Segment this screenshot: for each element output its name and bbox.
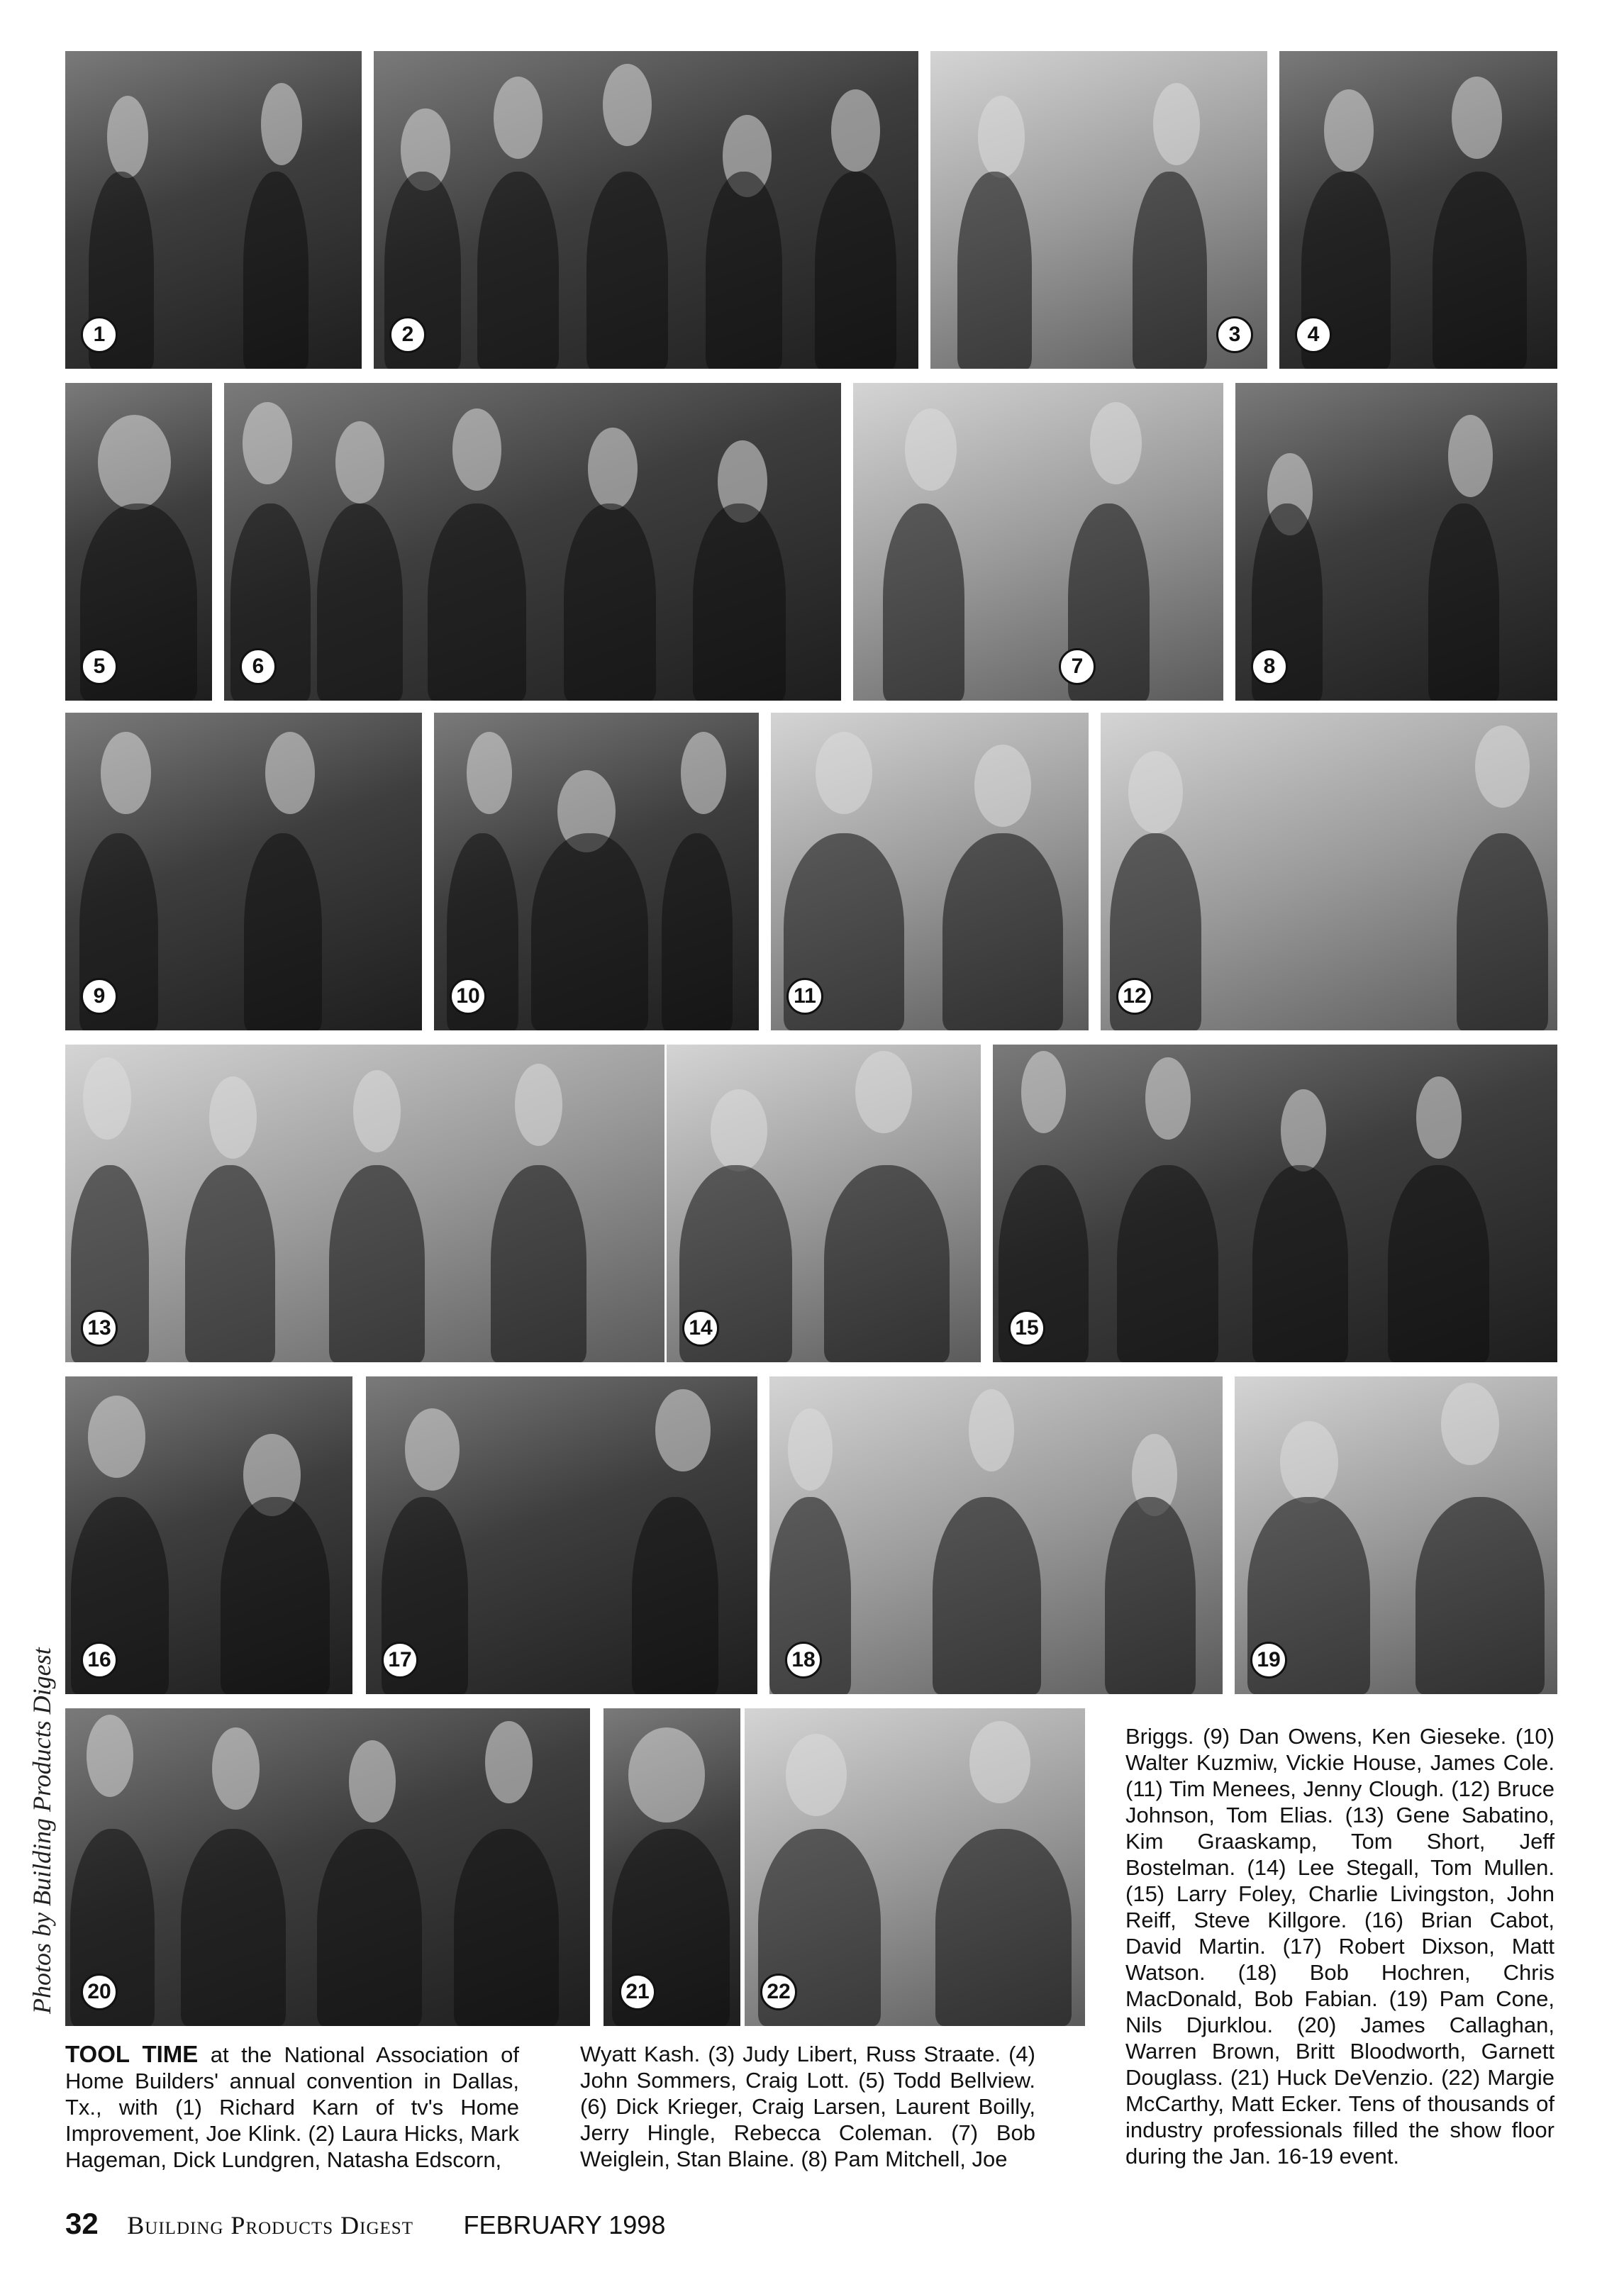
photo-number: 10: [450, 978, 486, 1015]
photo-number: 19: [1250, 1642, 1287, 1679]
photo-10: [434, 713, 759, 1030]
photo-number: 6: [240, 648, 277, 685]
page-number: 32: [65, 2207, 99, 2240]
photo-5: [65, 383, 212, 701]
photo-2: [374, 51, 918, 369]
photo-number: 11: [786, 978, 823, 1015]
photo-number: 8: [1251, 648, 1288, 685]
photo-22: [745, 1708, 1085, 2026]
photo-number: 1: [81, 316, 118, 353]
photo-number: 13: [81, 1310, 118, 1347]
photo-number: 9: [81, 978, 118, 1015]
photo-13: [65, 1045, 664, 1362]
photo-number: 18: [785, 1642, 822, 1679]
photo-number: 7: [1059, 648, 1096, 685]
photo-number: 5: [81, 648, 118, 685]
photo-number: 12: [1116, 978, 1153, 1015]
photo-6: [224, 383, 841, 701]
photo-number: 20: [81, 1974, 118, 2010]
photo-credit: Photos by Building Products Digest: [28, 1647, 56, 2014]
page-footer: [65, 2207, 665, 2241]
photo-number: 2: [389, 316, 426, 353]
photo-number: 4: [1295, 316, 1332, 353]
photo-number: 14: [682, 1310, 719, 1347]
photo-8: [1235, 383, 1557, 701]
photo-12: [1101, 713, 1557, 1030]
caption-text-3: Briggs. (9) Dan Owens, Ken Gieseke. (10) Walter Kuzmiw, Vickie House, James Cole. (11) Tim Menees, Jenny Clough. (12) Bruce Johnson, Tom Elias. (13) Gene Sabatino, Kim Graaskamp, Tom Short, Jeff Bostelman. (14) Lee Stegall, Tom Mullen. (15) Larry Foley, Charlie Livingston, John Reiff, Steve Killgore. (16) Brian Cabot, David Martin. (17) Robert Dixson, Matt Watson. (18) Bob Hochren, Chris MacDonald, Bob Fabian. (19) Pam Cone, Nils Djurklou. (20) James Callaghan, Warren Brown, Britt Bloodworth, Garnett Douglass. (21) Huck DeVenzio. (22) Margie McCarthy, Matt Ecker. Tens of thousands of industry professionals filled the show floor during the Jan. 16-19 event.: [1125, 1724, 1555, 2169]
photo-16: [65, 1376, 352, 1694]
issue-date: FEBRUARY 1998: [463, 2210, 666, 2239]
photo-15: [993, 1045, 1557, 1362]
photo-4: [1279, 51, 1557, 369]
caption-column-1: [65, 2041, 519, 2173]
photo-14: [667, 1045, 981, 1362]
photo-9: [65, 713, 422, 1030]
photo-17: [366, 1376, 757, 1694]
photo-21: [604, 1708, 740, 2026]
photo-number: 15: [1008, 1310, 1045, 1347]
photo-number: 16: [81, 1642, 118, 1679]
photo-number: 3: [1216, 316, 1253, 353]
photo-1: [65, 51, 362, 369]
photo-3: [930, 51, 1267, 369]
caption-column-3: [1125, 1723, 1555, 2169]
photo-11: [771, 713, 1089, 1030]
photo-19: [1235, 1376, 1557, 1694]
caption-text-1: at the National Association of Home Builders' annual convention in Dallas, Tx., with (1) Richard Karn of tv's Home Improvement, Joe Klink. (2) Laura Hicks, Mark Hageman, Dick Lundgren, Natasha Edscorn,: [65, 2042, 519, 2172]
photo-18: [769, 1376, 1223, 1694]
caption-column-2: [580, 2041, 1035, 2172]
photo-number: 17: [382, 1642, 418, 1679]
photo-7: [853, 383, 1223, 701]
photo-20: [65, 1708, 590, 2026]
caption-lead: TOOL TIME: [65, 2041, 199, 2067]
photo-number: 22: [760, 1974, 797, 2010]
magazine-name: Building Products Digest: [127, 2211, 413, 2239]
caption-text-2: Wyatt Kash. (3) Judy Libert, Russ Straate. (4) John Sommers, Craig Lott. (5) Todd Bellview. (6) Dick Krieger, Craig Larsen, Laurent Boilly, Jerry Hingle, Rebecca Coleman. (7) Bob Weiglein, Stan Blaine. (8) Pam Mitchell, Joe: [580, 2042, 1035, 2171]
photo-number: 21: [619, 1974, 656, 2010]
